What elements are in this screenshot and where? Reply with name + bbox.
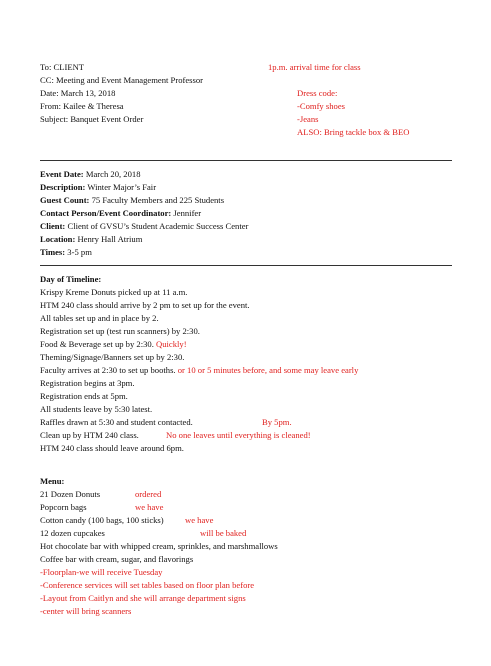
guest-count-row (40, 195, 224, 206)
timeline-item (40, 365, 358, 376)
timeline-item-note: By 5pm. (262, 417, 292, 427)
timeline-item: Krispy Kreme Donuts picked up at 11 a.m. (40, 287, 188, 297)
menu-item: 12 dozen cupcakes (40, 528, 105, 538)
menu-item-note: we have (185, 515, 214, 525)
divider (40, 265, 452, 266)
arrival-note: 1p.m. arrival time for class (268, 62, 361, 72)
menu-item: Cotton candy (100 bags, 100 sticks) (40, 515, 164, 525)
planning-note: -Conference services will set tables based on floor plan before (40, 580, 255, 590)
dress-code-item: -Comfy shoes (297, 101, 345, 111)
client-value: Client of GVSU’s Student Academic Success Center (65, 221, 249, 231)
memo-subject: Subject: Banquet Event Order (40, 114, 144, 124)
timeline-item: Registration ends at 5pm. (40, 391, 128, 401)
memo-from: From: Kailee & Theresa (40, 101, 124, 111)
menu-item-note: ordered (135, 489, 162, 499)
event-date-value: March 20, 2018 (83, 169, 141, 179)
dress-code-item: ALSO: Bring tackle box & BEO (297, 127, 410, 137)
event-description-value: Winter Major’s Fair (85, 182, 157, 192)
times-label: Times: (40, 247, 66, 257)
timeline-item-text: Food & Beverage set up by 2:30. (40, 339, 154, 349)
timeline-item: Raffles drawn at 5:30 and student contacted. (40, 417, 193, 427)
dress-code-item: -Jeans (297, 114, 319, 124)
planning-note: -Floorplan-we will receive Tuesday (40, 567, 163, 577)
event-date-label: Event Date: (40, 169, 84, 179)
client-row (40, 221, 248, 232)
menu-item: Hot chocolate bar with whipped cream, sprinkles, and marshmallows (40, 541, 278, 551)
timeline-item-note: or 10 or 5 minutes before, and some may leave early (175, 365, 359, 375)
timeline-item: All students leave by 5:30 latest. (40, 404, 153, 414)
timeline-heading: Day of Timeline: (40, 274, 102, 284)
guest-count-label: Guest Count: (40, 195, 90, 205)
location-row (40, 234, 142, 245)
memo-to: To: CLIENT (40, 62, 85, 72)
timeline-item: Registration set up (test run scanners) by 2:30. (40, 326, 200, 336)
location-label: Location: (40, 234, 76, 244)
client-label: Client: (40, 221, 66, 231)
timeline-item: All tables set up and in place by 2. (40, 313, 159, 323)
memo-cc: CC: Meeting and Event Management Professor (40, 75, 204, 85)
timeline-item-note: Quickly! (153, 339, 187, 349)
menu-item: 21 Dozen Donuts (40, 489, 101, 499)
timeline-item: Registration begins at 3pm. (40, 378, 135, 388)
timeline-item: HTM 240 class should arrive by 2 pm to set up for the event. (40, 300, 250, 310)
event-date-row (40, 169, 141, 180)
timeline-item: Theming/Signage/Banners set up by 2:30. (40, 352, 185, 362)
planning-note: -center will bring scanners (40, 606, 132, 616)
timeline-item-note: No one leaves until everything is cleaned! (166, 430, 311, 440)
menu-item: Popcorn bags (40, 502, 87, 512)
menu-item-note: we have (135, 502, 164, 512)
planning-note: -Layout from Caitlyn and she will arrange department signs (40, 593, 246, 603)
times-value: 3-5 pm (65, 247, 92, 257)
divider (40, 160, 452, 161)
menu-item-note: will be baked (200, 528, 247, 538)
dress-code-title: Dress code: (297, 88, 338, 98)
location-value: Henry Hall Atrium (75, 234, 143, 244)
menu-item: Coffee bar with cream, sugar, and flavorings (40, 554, 194, 564)
timeline-item-text: Faculty arrives at 2:30 to set up booths. (40, 365, 176, 375)
timeline-item: Clean up by HTM 240 class. (40, 430, 139, 440)
contact-row (40, 208, 201, 219)
timeline-item (40, 339, 187, 350)
contact-value: Jennifer (171, 208, 202, 218)
contact-label: Contact Person/Event Coordinator: (40, 208, 172, 218)
event-description-label: Description: (40, 182, 86, 192)
timeline-item: HTM 240 class should leave around 6pm. (40, 443, 184, 453)
memo-date: Date: March 13, 2018 (40, 88, 116, 98)
guest-count-value: 75 Faculty Members and 225 Students (89, 195, 225, 205)
event-description-row (40, 182, 156, 193)
menu-heading: Menu: (40, 476, 65, 486)
times-row (40, 247, 92, 258)
